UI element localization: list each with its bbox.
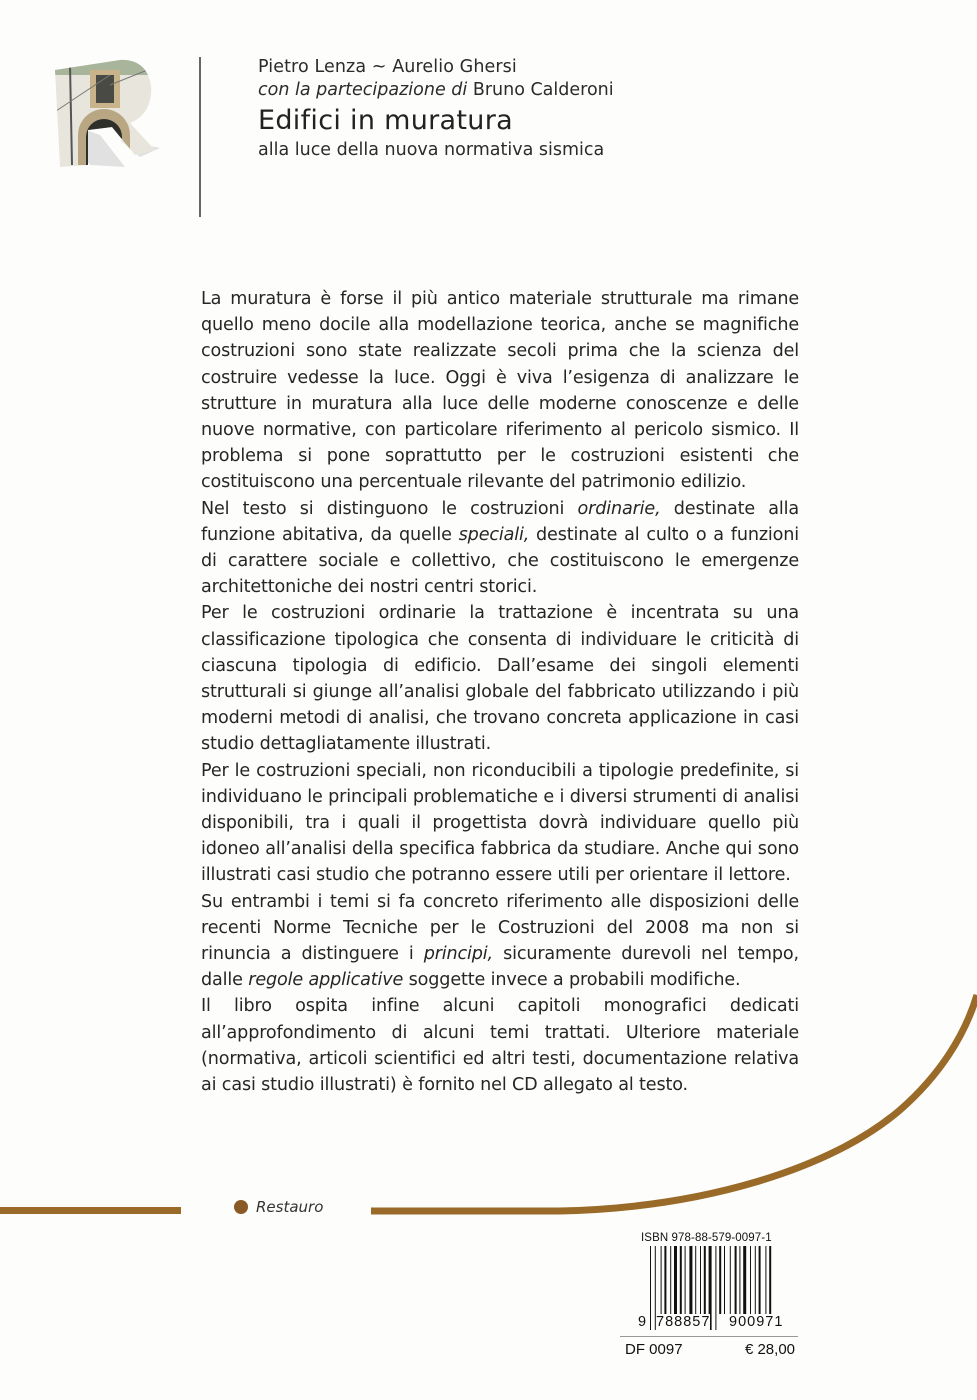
paragraph-3: Per le costruzioni ordinarie la trattazione è incentrata su una classificazione tipologica che consenta di individuare le criticità di ciascuna tipologia di edificio. Dall’esame dei singoli elementi strutturali si giunge all’analisi globale del fabbricato utilizzando i più moderni metodi di analisi, che trovano concreta applicazione in casi studio dettagliatamente illustrati.: [201, 603, 799, 755]
barcode-bar: [719, 1246, 721, 1314]
participation-line: [258, 79, 614, 101]
paragraph-2: [201, 496, 799, 601]
emphasis: speciali,: [458, 524, 530, 545]
book-header: [258, 55, 614, 161]
barcode: [638, 1246, 798, 1330]
barcode-bar: [650, 1246, 651, 1330]
book-subtitle: alla luce della nuova normativa sismica: [258, 140, 605, 160]
barcode-bar: [695, 1246, 696, 1314]
blurb-text: [201, 286, 799, 1098]
barcode-bar: [739, 1246, 740, 1314]
participation-prefix: con la partecipazione di: [258, 80, 468, 100]
barcode-block: [638, 1232, 798, 1330]
price: € 28,00: [744, 1341, 795, 1358]
product-code: DF 0097: [625, 1341, 683, 1358]
barcode-bar: [755, 1246, 756, 1314]
barcode-right-digits: 900971: [729, 1314, 784, 1330]
barcode-bar: [715, 1246, 716, 1330]
emphasis: regole applicative: [248, 970, 404, 991]
gold-rule-left: [0, 1207, 181, 1214]
authors: Pietro Lenza ~ Aurelio Ghersi: [258, 57, 517, 77]
barcode-bar: [680, 1246, 682, 1314]
series-name: Restauro: [256, 1198, 324, 1216]
bullet-dot-icon: [234, 1200, 248, 1214]
emphasis: principi,: [423, 944, 493, 965]
barcode-bar: [735, 1246, 737, 1314]
paragraph-5: [201, 889, 799, 994]
barcode-bar: [661, 1246, 662, 1314]
paragraph-4: Per le costruzioni speciali, non riconducibili a tipologie predefinite, si individuano le principali problematiche e i diversi strumenti di analisi disponibili, tra i quali il progettista dovrà individuare quello più idoneo all’analisi della specifica fabbrica da studiare. Anche qui sono illustrati casi studio che potranno essere utili per orientare il lettore.: [201, 760, 799, 886]
text-span: Su entrambi i temi si fa concreto riferimento alle disposizioni delle recenti Norme Tecniche per le Costruzioni del 2008 ma non si rinuncia a distinguere i: [201, 891, 799, 965]
book-title: Edifici in muratura: [258, 105, 513, 136]
barcode-bar: [765, 1246, 766, 1314]
barcode-bar: [674, 1246, 677, 1314]
barcode-bar: [689, 1246, 692, 1314]
text-span: destinate alla funzione abitativa, da quelle: [201, 498, 799, 545]
barcode-lead-digit: 9: [638, 1314, 647, 1330]
barcode-bar: [670, 1246, 671, 1314]
text-span: sicuramente durevoli nel tempo, dalle: [201, 944, 799, 991]
text-span: destinate al culto o a funzioni di carattere sociale e collettivo, che costituiscono le emergenze architettoniche dei nostri centri storici.: [201, 524, 800, 598]
barcode-bar: [769, 1246, 771, 1314]
isbn-label: ISBN 978-88-579-0097-1: [641, 1232, 772, 1244]
publisher-logo: [50, 55, 170, 170]
barcode-bar: [759, 1246, 761, 1314]
barcode-bar: [685, 1246, 686, 1314]
participant-name: Bruno Calderoni: [467, 80, 614, 100]
series-label: [234, 1198, 323, 1216]
text-span: soggette invece a probabili modifiche.: [403, 970, 741, 991]
barcode-bar: [750, 1246, 751, 1314]
price-separator: [620, 1336, 798, 1337]
emphasis: ordinarie,: [577, 498, 661, 519]
text-span: Nel testo si distinguono le costruzioni: [201, 498, 578, 519]
barcode-left-digits: 788857: [656, 1314, 711, 1330]
barcode-bar: [743, 1246, 746, 1314]
r-letter-building-icon: [50, 55, 170, 170]
barcode-bar: [700, 1246, 701, 1314]
barcode-bar: [664, 1246, 666, 1314]
header-divider: [199, 57, 201, 217]
paragraph-6: Il libro ospita infine alcuni capitoli monografici dedicati all’approfondimento di alcuni temi trattati. Ulteriore materiale (normativa, articoli scientifici ed altri testi, documentazione relativa ai casi studio illustrati) è fornito nel CD allegato al testo.: [201, 996, 799, 1096]
barcode-bar: [730, 1246, 731, 1314]
barcode-bar: [704, 1246, 706, 1314]
price-row: [625, 1341, 795, 1358]
barcode-bar: [724, 1246, 725, 1314]
paragraph-1: La muratura è forse il più antico materiale strutturale ma rimane quello meno docile alla modellazione teorica, anche se magnifiche costruzioni sono state realizzate secoli prima che la scienza del costruire vedesse la luce. Oggi è viva l’esigenza di analizzare le strutture in muratura alla luce delle moderne conoscenze e delle nuove normative, con particolare riferimento al pericolo sismico. Il problema si pone soprattutto per le costruzioni esistenti che costituiscono una percentuale rilevante del patrimonio edilizio.: [201, 289, 799, 493]
